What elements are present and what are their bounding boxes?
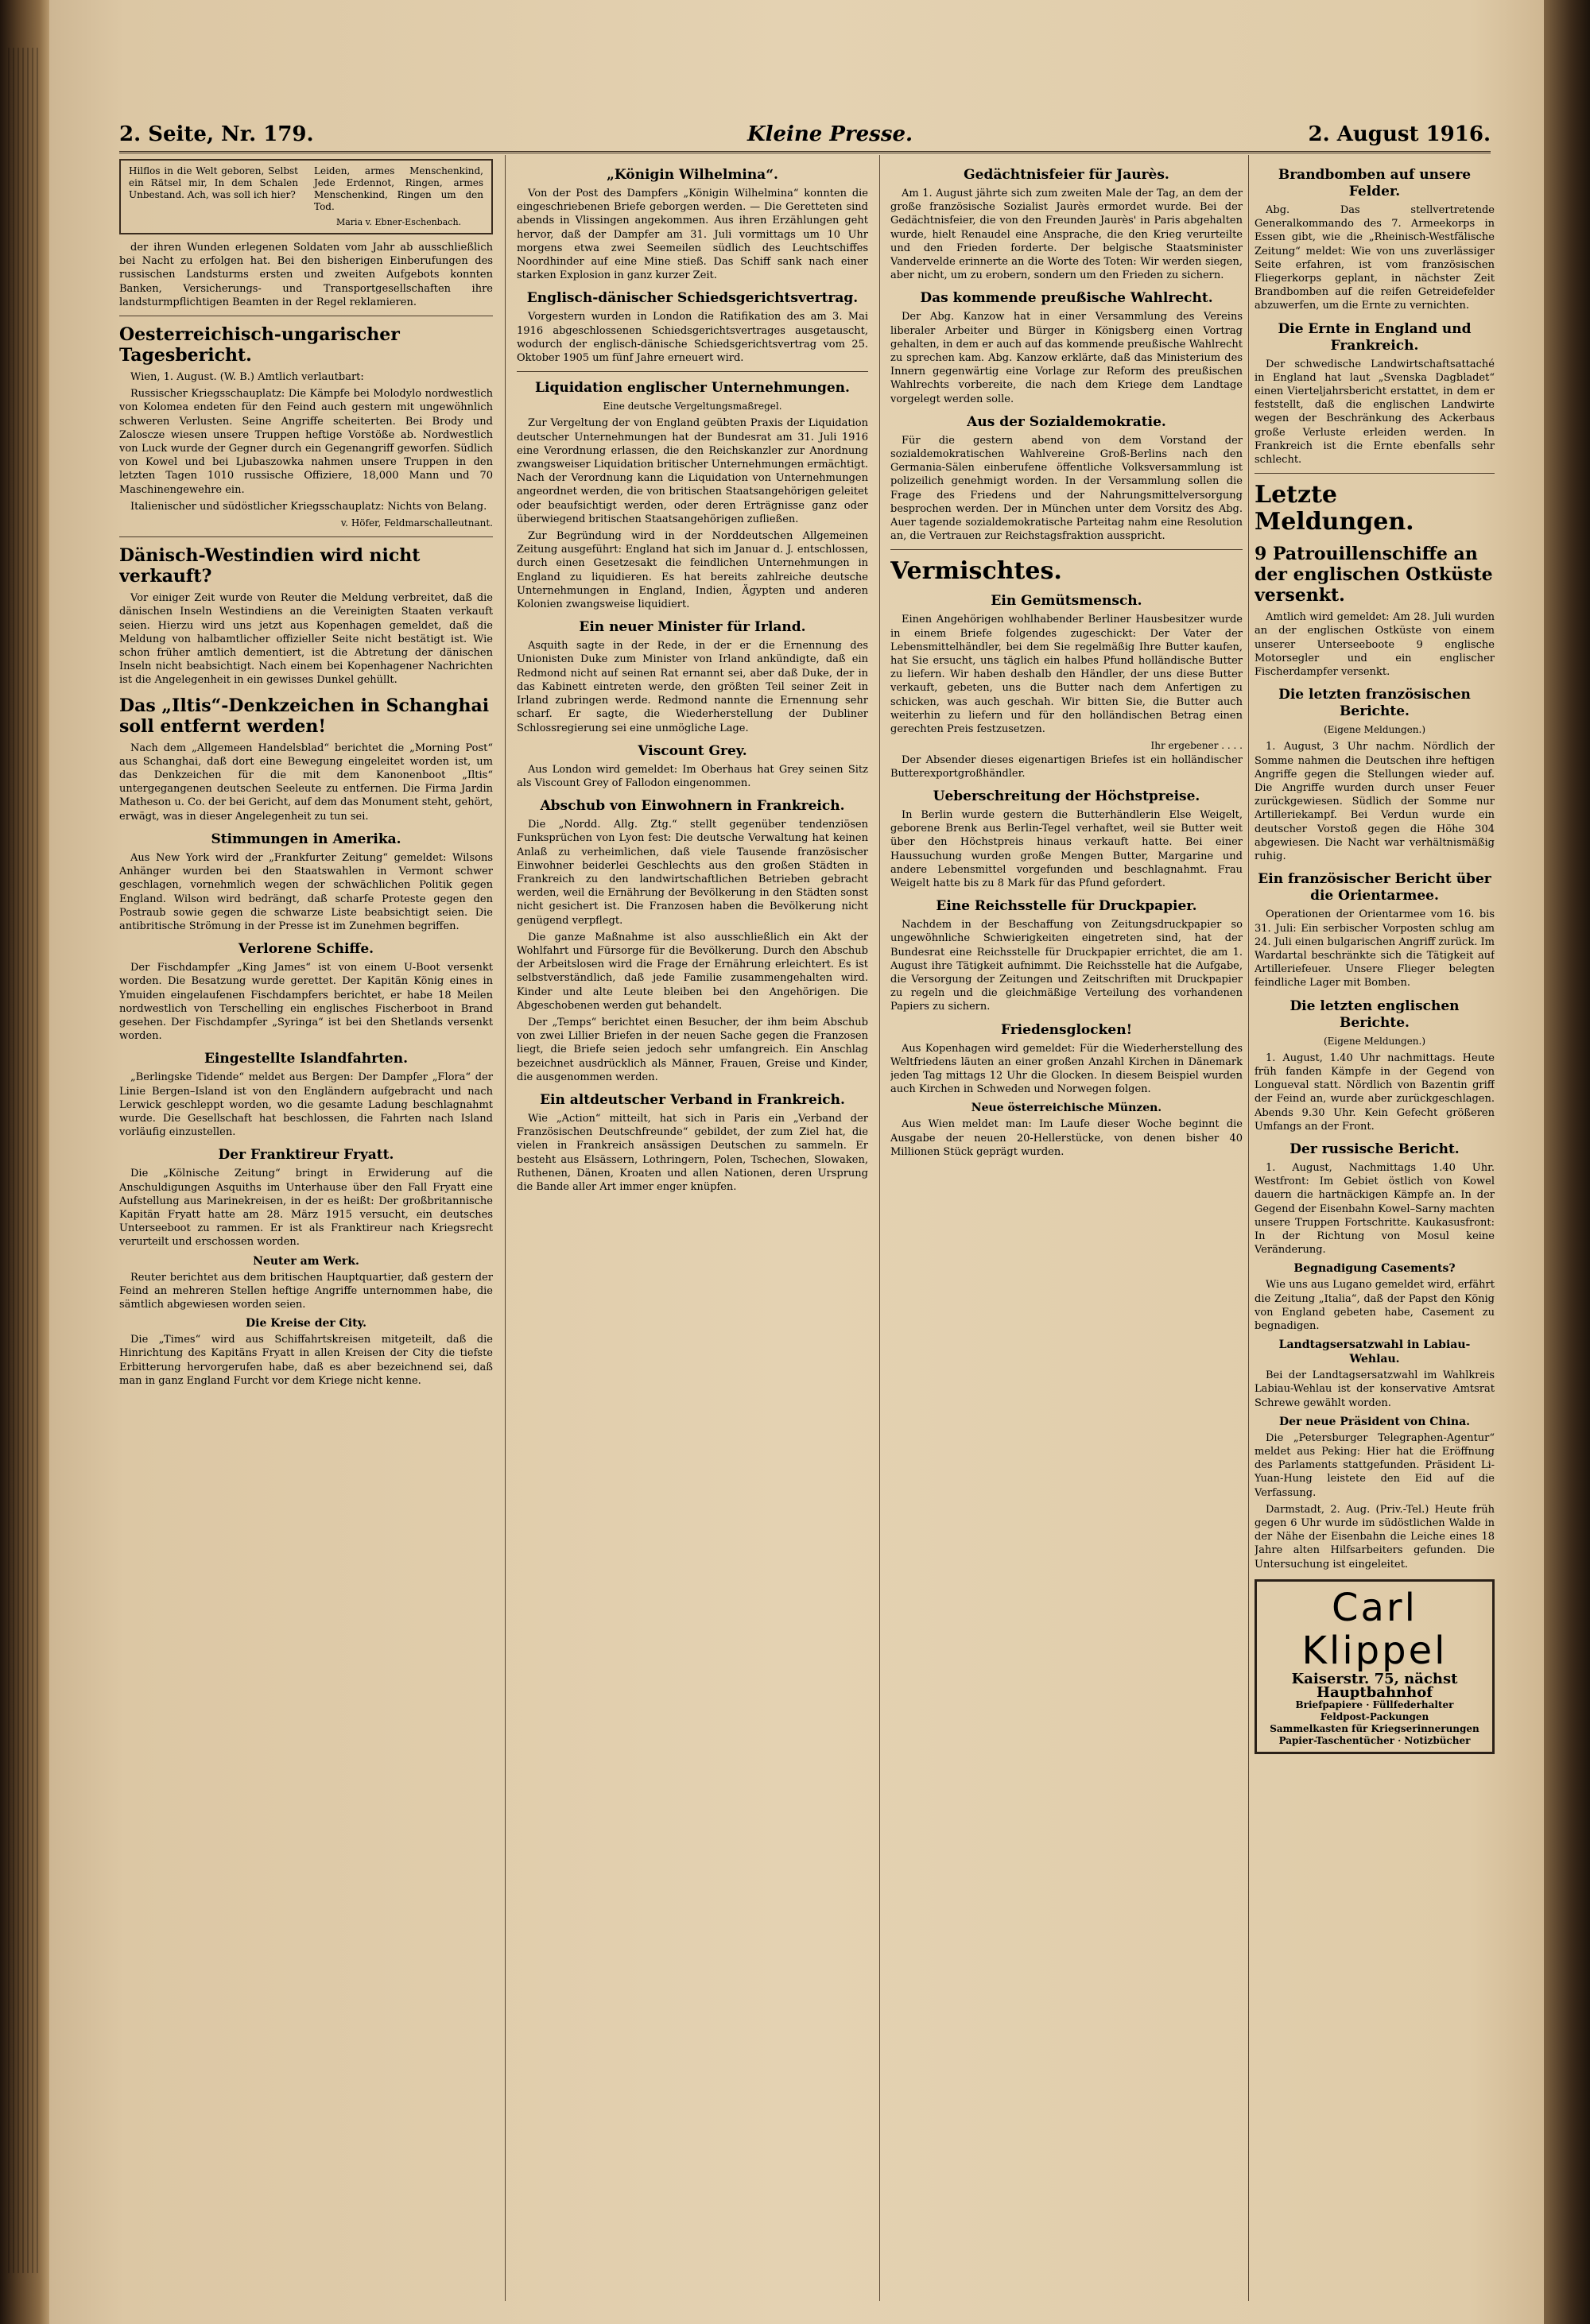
headline-latest: Letzte Meldungen. [1255, 481, 1414, 536]
article-text: Zur Begründung wird in der Norddeutschen Allgemeinen Zeitung ausgeführt: England hat sich im Januar d. J. entschlossen, durch einen Gesetzesakt die feindlichen Unternehmungen in England zu liquidieren. Es hat bereits zahlreiche deutsche Unternehmungen in England, Indien, Ägypten und anderen Kolonien zwangsweise liquidiert. [517, 530, 868, 611]
headline-city: Die Kreise der City. [246, 1317, 366, 1330]
column-rule [1248, 155, 1249, 2301]
ad-line: Papier-Taschentücher · Notizbücher [1278, 1735, 1471, 1747]
subheadline: (Eigene Meldungen.) [1323, 724, 1426, 736]
article-text: Von der Post des Dampfers „Königin Wilhelmina“ konnten die eingeschriebenen Briefe geborgen werden. — Die Geretteten sind abends in Vlissingen angekommen. Aus ihren Erzählungen geht hervor, daß der Dampfer am 31. Juli vormittags um 10 Uhr morgens etwa zwei Seemeilen südlich des Leuchtschiffes Noordhinder auf eine Mine stieß. Das Schiff sank nach einer starken Explosion in ganz kurzer Zeit. [517, 188, 868, 282]
article-text: Wie „Action“ mitteilt, hat sich in Paris ein „Verband der Französischen Deutschfreunde“ gebildet, der zum Ziel hat, die vielen in Frankreich ansässigen Deutschen zu sammeln. Er besteht aus Elsässern, Lothringern, Polen, Tschechen, Slowaken, Ruthenen, Dänen, Kroaten und allen Nationen, deren Ursprung die Bande aller Art immer enger knüpfen. [517, 1112, 868, 1193]
poem-box [119, 159, 493, 234]
column-rule [505, 155, 506, 2301]
dateline: Wien, 1. August. (W. B.) Amtlich verlautbart: [130, 371, 364, 384]
article-text: Der Abg. Kanzow hat in einer Versammlung des Vereins liberaler Arbeiter und Bürger in Königsberg einen Vortrag gehalten, in dem er auch auf das kommende preußische Wahlrecht zu sprechen kam. Abg. Kanzow erklärte, daß das Ministerium des Innern gegenwärtig eine Vorlage zur Reform des preußischen Wahlrechts vorbereite, die nach dem Kriege dem Landtage vorgelegt werden solle. [890, 311, 1243, 405]
headline-russian: Der russische Bericht. [1289, 1141, 1460, 1157]
headline-ernte: Die Ernte in England und Frankreich. [1278, 320, 1472, 354]
divider [517, 371, 868, 372]
headline-casement: Begnadigung Casements? [1293, 1262, 1456, 1276]
headline-druck: Eine Reichsstelle für Druckpapier. [936, 898, 1197, 915]
article-text: Für die gestern abend von dem Vorstand der sozialdemokratischen Wahlvereine Groß-Berlins nach den Germania-Sälen einberufene öffentliche Volksversammlung ist polizeilich genehmigt worden. In der Versammlung sollen die Frage des Friedens und der Nahrungsmittelversorgung besprochen werden. Der in München unter dem Vorsitz des Abg. Auer tagende sozialdemokratische Parteitag nahm eine Resolution an, die Vertrauen zur Reichstagsfraktion ausspricht. [890, 434, 1243, 543]
headline-french: Die letzten französischen Berichte. [1278, 687, 1471, 720]
article-text: Reuter berichtet aus dem britischen Hauptquartier, daß gestern der Feind an mehreren Stellen heftige Angriffe unternommen habe, die sämtlich abgewiesen worden seien. [119, 1271, 493, 1311]
article-text: Nachdem in der Beschaffung von Zeitungsdruckpapier so ungewöhnliche Schwierigkeiten eingetreten sind, hat der Bundesrat eine Reichsstelle für Druckpapier errichtet, die am 1. August ihre Tätigkeit aufnimmt. Die Reichsstelle hat die Aufgabe, die Versorgung der Zeitungen und Zeitschriften mit Druckpapier zu regeln und die gleichmäßige Verteilung des vorhandenen Papiers zu sichern. [890, 919, 1243, 1013]
headline-iceland: Eingestellte Islandfahrten. [204, 1051, 409, 1067]
facing-page-edge [1544, 0, 1590, 2324]
headline-jaures: Gedächtnisfeier für Jaurès. [964, 167, 1169, 183]
headline-iltis: Das „Iltis“-Denkzeichen in Schanghai soll entfernt werden! [119, 695, 490, 737]
headline-austria: Oesterreichisch-ungarischer Tagesbericht. [119, 324, 400, 366]
headline-front: Neuter am Werk. [253, 1254, 359, 1268]
article-text: Bei der Landtagsersatzwahl im Wahlkreis Labiau-Wehlau ist der konservative Amtsrat Schrewe gewählt worden. [1255, 1369, 1495, 1409]
article-text: Abg. Das stellvertretende Generalkommando des 7. Armeekorps in Essen gibt, wie die „Rheinisch-Westfälische Zeitung“ meldet: Wie von uns zuverlässiger Seite erfahren, ist vom französischen Fliegerkorps geplant, in nächster Zeit Brandbomben auf die reifen Getreidefelder abzuwerfen, um die Ernte zu vernichten. [1255, 204, 1495, 312]
article-text: Nach dem „Allgemeen Handelsblad“ berichtet die „Morning Post“ aus Schanghai, daß dort eine Bewegung eingeleitet worden ist, um das Denkzeichen für die mit dem Kanonenboot „Iltis“ untergegangenen deutschen Seeleute zu entfernen. Die Firma Jardin Matheson u. Co. der bei Gericht, auf dem das Monument steht, gehört, erwägt, was in dieser Angelegenheit zu tun sei. [119, 742, 493, 823]
article-text: Die „Kölnische Zeitung“ bringt in Erwiderung auf die Anschuldigungen Asquiths im Unterhause über den Fall Fryatt eine Aufstellung aus Marinekreisen, in der es heißt: Der großbritannische Kapitän Fryatt hatte am 28. März 1915 versucht, ein deutsches Unterseeboot zu rammen. Er ist als Franktireur nach Kriegsrecht verurteilt und erschossen worden. [119, 1168, 493, 1249]
poem-right [314, 165, 483, 228]
article-text: Am 1. August jährte sich zum zweiten Male der Tag, an dem der große französische Sozialist Jaurès ermordet wurde. Bei der Gedächtnisfeier, die von den Freunden Jaurès' in Paris abgehalten wurde, hielt Renaudel eine Ansprache, die den Krieg verurteilte und den Frieden forderte. Der belgische Staatsminister Vandervelde erinnerte an die Worte des Toten: Wir werden siegen, aber nicht, um zu erobern, sondern um den Frieden zu sichern. [890, 188, 1243, 282]
article-text: 1. August, 1.40 Uhr nachmittags. Heute früh fanden Kämpfe in der Gegend von Longueval statt. Nördlich von Bazentin griff der Feind an, wurde aber zurückgeschlagen. Abends 9.30 Uhr. Kein Gefecht größeren Umfangs an der Front. [1255, 1052, 1495, 1133]
article-text: Aus London wird gemeldet: Im Oberhaus hat Grey seinen Sitz als Viscount Grey of Fallodon eingenommen. [517, 763, 868, 789]
article-text: 1. August, 3 Uhr nachm. Nördlich der Somme nahmen die Deutschen ihre heftigen Angriffe gegen die Stellungen wieder auf. Die Angriffe wurden durch unser Feuer zurückgewiesen. Südlich der Somme nur Artilleriekampf. Bei Verdun wurde ein deutscher Vorstoß gegen die Höhe 304 abgewiesen. Die Nacht war verhältnismäßig ruhig. [1255, 741, 1495, 863]
headline-grey: Viscount Grey. [638, 742, 747, 759]
advertisement-klippel [1255, 1579, 1495, 1754]
article-text: Operationen der Orientarmee vom 16. bis 31. Juli: Ein serbischer Vorposten schlug am 24. Juli einen bulgarischen Angriff zurück. Im Wardartal beschränkte sich die Tätigkeit auf Artilleriefeuer. Unsere Flieger belegten feindliche Lager mit Bomben. [1255, 908, 1495, 990]
column-rule [879, 155, 880, 2301]
headline-muenzen: Neue österreichische Münzen. [971, 1102, 1162, 1115]
headline-liquidation: Liquidation englischer Unternehmungen. [535, 380, 850, 397]
subheadline: Eine deutsche Vergeltungsmaßregel. [603, 401, 782, 413]
article-text: Russischer Kriegsschauplatz: Die Kämpfe bei Molodylo nordwestlich von Kolomea endeten für den Feind auch gestern mit ungewöhnlich schweren Verlusten. Seine Angriffe scheiterten. Bei Brody und Zaloscze wiesen unsere Truppen heftige Vorstöße ab. Nordwestlich von Luck wurde der Gegner durch ein Gegenangriff geworfen. Südlich von Kowel und bei Ljubaszowka nahmen unsere Truppen in den letzten Tagen 1010 russische Offiziere, 18,000 Mann und 70 Maschinengewehre ein. [119, 388, 493, 496]
article-text: Der Fischdampfer „King James“ ist von einem U-Boot versenkt worden. Die Besatzung wurde gerettet. Der Kapitän König eines in Ymuiden eingelaufenen Fischdampfers berichtet, er habe 18 Meilen nordwestlich von Terschelling ein englisches Fischerboot in Brand gesehen. Der Fischdampfer „Syringa“ ist bei den Shetlands versenkt worden. [119, 962, 493, 1043]
headline-wilhelmina: „Königin Wilhelmina“. [607, 167, 778, 183]
article-text: In Berlin wurde gestern die Butterhändlerin Else Weigelt, geborene Brenk aus Berlin-Tegel verhaftet, weil sie Butter weit über den Höchstpreis hinaus verkauft hatte. Bei einer Haussuchung wurden große Mengen Butter, Margarine und andere Lebensmittel vorgefunden und beschlagnahmt. Frau Weigelt hatte bis zu 8 Mark für das Pfund gefordert. [890, 808, 1243, 889]
headline-friedens: Friedensglocken! [1000, 1021, 1133, 1038]
article-text: Der schwedische Landwirtschaftsattaché in England hat laut „Svenska Dagbladet“ einen Vierteljahrsbericht erstattet, in dem er feststellt, daß die englischen Landwirte wegen der Beschränkung des Ackerbaus große Verluste erleiden werden. In Frankreich ist die Ernte ebenfalls sehr schlecht. [1255, 358, 1495, 467]
article-text: Die „Times“ wird aus Schiffahrtskreisen mitgeteilt, daß die Hinrichtung des Kapitäns Fryatt in allen Kreisen der City die tiefste Erbitterung hervorgerufen habe, daß es aber bezeichnend sei, daß man in ganz England Furcht vor dem Kriege nicht kenne. [119, 1334, 493, 1387]
headline-social: Aus der Sozialdemokratie. [967, 413, 1166, 430]
article-text: Die „Nordd. Allg. Ztg.“ stellt gegenüber tendenziösen Funksprüchen von Lyon fest: Die deutsche Verwaltung hat keinen Anlaß zu verheimlichen, daß viele Tausende französischer Einwohner beiderlei Geschlechts aus den großen Städten in Frankreich zu den landwirtschaftlichen Betrieben gebracht werden, weil die Ernährung der Bevölkerung in den Städten sonst nicht gesichert ist. Die Franzosen haben die Bevölkerung nicht genügend verpflegt. [517, 819, 868, 927]
article-text: Die ganze Maßnahme ist also ausschließlich ein Akt der Wohlfahrt und Fürsorge für die Bevölkerung. Durch den Abschub der Arbeitslosen wird die Frage der Ernährung erleichtert. Es ist selbstverständlich, daß jede Familie zusammengehalten wird. Kinder und alte Leute bleiben bei den Angehörigen. Die Abgeschobenen werden gut behandelt. [517, 931, 868, 1012]
poem-author: Maria v. Ebner-Eschenbach. [335, 217, 462, 227]
ad-name: Carl Klippel [1301, 1585, 1448, 1673]
headline-gemuet: Ein Gemütsmensch. [991, 593, 1142, 610]
headline-patrol: 9 Patrouillenschiffe an der englischen Ostküste versenkt. [1255, 544, 1493, 606]
headline-labiau: Landtagsersatzwahl in Labiau-Wehlau. [1278, 1338, 1471, 1366]
headline-orient: Ein französischer Bericht über die Orientarmee. [1258, 871, 1491, 904]
article-text: Aus New York wird der „Frankfurter Zeitung“ gemeldet: Wilsons Anhänger wurden bei den Staatswahlen in Vermont schwer geschlagen, vornehmlich wegen der schwächlichen Politik gegen England. Wilson wird bedrängt, daß scharfe Proteste gegen den Postraub sowie gegen die schwarze Liste beabsichtigt seien. Die antibritische Strömung in der Presse ist im Zunehmen begriffen. [119, 851, 493, 932]
headline-misc: Vermischtes. [890, 557, 1062, 586]
ad-line: Briefpapiere · Füllfederhalter [1295, 1699, 1454, 1711]
ad-line: Sammelkasten für Kriegserinnerungen [1270, 1723, 1479, 1735]
article-text: Darmstadt, 2. Aug. (Priv.-Tel.) Heute früh gegen 6 Uhr wurde im südöstlichen Walde in der Nähe der Eisenbahn die Leiche eines 18 Jahre alten Hilfsarbeiters gefunden. Die Untersuchung ist eingeleitet. [1255, 1503, 1495, 1571]
page-header [119, 119, 1491, 153]
page-date: 2. August 1916. [1308, 122, 1491, 146]
article-text: Aus Wien meldet man: Im Laufe dieser Woche beginnt die Ausgabe der neuen 20-Hellerstücke, von denen bisher 40 Millionen Stück geprägt wurden. [890, 1118, 1243, 1158]
signature: v. Höfer, Feldmarschalleutnant. [340, 517, 493, 529]
headline-brand: Brandbomben auf unsere Felder. [1278, 167, 1472, 199]
article-text: Der Absender dieses eigenartigen Briefes ist ein holländischer Butterexportgroßhändler. [890, 753, 1243, 780]
divider [890, 549, 1243, 550]
headline-minister: Ein neuer Minister für Irland. [579, 619, 806, 636]
divider [119, 536, 493, 537]
headline-abschub: Abschub von Einwohnern in Frankreich. [540, 798, 845, 815]
subheadline: (Eigene Meldungen.) [1323, 1035, 1426, 1047]
poem-right-text: Leiden, armes Menschenkind, Jede Erdennot, Ringen, armes Menschenkind, Ringen um den Tod. [314, 165, 483, 212]
ad-line: Feldpost-Packungen [1320, 1711, 1429, 1723]
page-label: 2. Seite, Nr. 179. [119, 122, 314, 146]
article-text: „Berlingske Tidende“ meldet aus Bergen: Der Dampfer „Flora“ der Linie Bergen–Island ist von den Engländern aufgebracht und nach Lerwick geschleppt worden, wo die gesamte Ladung beschlagnahmt wurde. Die Gesellschaft hat beschlossen, die Fahrten nach Island vorläufig einzustellen. [119, 1071, 493, 1139]
article-text: Aus Kopenhagen wird gemeldet: Für die Wiederherstellung des Weltfriedens läuten an einer großen Anzahl Kirchen in Dänemark jeden Tag mittags 12 Uhr die Glocken. In diesem Beispiel wurden auch Kirchen in Schweden und Norwegen folgen. [890, 1042, 1243, 1096]
signature: Ihr ergebener . . . . [1150, 740, 1243, 752]
headline-verband: Ein altdeutscher Verband in Frankreich. [540, 1091, 845, 1108]
article-text: Amtlich wird gemeldet: Am 28. Juli wurden an der englischen Ostküste von einem unserer Unterseeboote 9 englische Motorsegler und ein englischer Fischerdampfer versenkt. [1255, 611, 1495, 679]
article-text: Einen Angehörigen wohlhabender Berliner Hausbesitzer wurde in einem Briefe folgendes zugeschickt: Der Vater der Lebensmittelhändler, bei dem Sie regelmäßig Ihre Butter kaufen, hat Sie ersucht, uns täglich ein halbes Pfund holländische Butter zu liefern. Wir haben deshalb den Händler, der uns diese Butter verkauft, gebeten, uns die Butter nach dem Anfertigen zu schicken, was auch geschah. Wir bitten Sie, die Butter auch weiterhin zu liefern und für den holländischen Betrag einen gerechten Preis festzusetzen. [890, 614, 1243, 736]
article-text: der ihren Wunden erlegenen Soldaten vom Jahr ab ausschließlich bei Nacht zu erfolgen hat. Bei den bisherigen Einberufungen des russischen Landsturms ersten und zweiten Aufgebots konnten Banken, Versicherungs- und Transportgesellschaften ihre landsturmpflichtigen Beamten in der Regel reklamieren. [119, 242, 493, 308]
article-text: Zur Vergeltung der von England geübten Praxis der Liquidation deutscher Unternehmungen hat der Bundesrat am 31. Juli 1916 eine Verordnung erlassen, die den Reichskanzler zur Anordnung zwangsweiser Liquidation britischer Unternehmungen ermächtigt. Nach der Verordnung kann die Liquidation von Unternehmungen angeordnet werden, die von britischen Staatsangehörigen geleitet oder beaufsichtigt werden, oder deren Erträgnisse ganz oder überwiegend britischen Staatsangehörigen zufließen. [517, 417, 868, 525]
headline-prussia: Das kommende preußische Wahlrecht. [920, 290, 1213, 307]
article-text: 1. August, Nachmittags 1.40 Uhr. Westfront: Im Gebiet östlich von Kowel dauern die hartnäckigen Kämpfe an. In der Gegend der Eisenbahn Kowel–Sarny machten unsere Truppen Fortschritte. Kaukasusfront: In der Richtung von Mosul keine Veränderung. [1255, 1161, 1495, 1257]
headline-america: Stimmungen in Amerika. [211, 831, 401, 847]
article-text: Vor einiger Zeit wurde von Reuter die Meldung verbreitet, daß die dänischen Inseln Westindiens an die Vereinigten Staaten verkauft seien. Hierzu wird uns jetzt aus Kopenhagen gemeldet, daß die Meldung von halbamtlicher offizieller Seite nicht bestätigt ist. Wie schon früher amtlich dementiert, ist die Abtretung der dänischen Inseln nicht beabsichtigt. Nach einem bei Kopenhagener Nachrichten ist die Angelegenheit in ein gewisses Dunkel gehüllt. [119, 592, 493, 687]
ad-address: Kaiserstr. 75, nächst Hauptbahnhof [1291, 1670, 1458, 1702]
book-binding [0, 0, 49, 2324]
paper-name: Kleine Presse. [747, 122, 913, 146]
headline-hoechst: Ueberschreitung der Höchstpreise. [933, 788, 1200, 804]
article-text: Wie uns aus Lugano gemeldet wird, erfährt die Zeitung „Italia“, daß der Papst den König von England gebeten habe, Casement zu begnadigen. [1255, 1279, 1495, 1332]
binding-pages [8, 48, 40, 2273]
headline-english: Die letzten englischen Berichte. [1289, 997, 1460, 1031]
headline-treaty: Englisch-dänischer Schiedsgerichtsvertrag. [526, 290, 859, 307]
column-1 [119, 159, 493, 2305]
column-2 [517, 159, 868, 2305]
divider [1255, 473, 1495, 474]
article-text: Die „Petersburger Telegraphen-Agentur“ meldet aus Peking: Hier hat die Eröffnung des Parlaments stattgefunden. Präsident Li-Yuan-Hung leistete den Eid auf die Verfassung. [1255, 1431, 1495, 1499]
column-3 [890, 159, 1243, 2305]
headline-ships: Verlorene Schiffe. [238, 941, 374, 958]
headline-fryatt: Der Franktireur Fryatt. [218, 1147, 394, 1164]
article-text: Italienischer und südöstlicher Kriegsschauplatz: Nichts von Belang. [130, 500, 487, 513]
column-4 [1255, 159, 1495, 2305]
article-text: Vorgestern wurden in London die Ratifikation des am 3. Mai 1916 abgeschlossenen Schiedsgerichtsvertrages ausgetauscht, wodurch der englisch-dänische Schiedsgerichtsvertrag vom 25. Oktober 1905 um fünf Jahre erneuert wird. [517, 311, 868, 365]
article-text: Der „Temps“ berichtet einen Besucher, der ihm beim Abschub von zwei Lillier Briefen in der neuen Sache gegen die Franzosen liegt, die Briefe seien jedoch sehr umfangreich. Ein Anschlag bezeichnet ausdrücklich als Männer, Frauen, Greise und Kinder, die ausgenommen werden. [517, 1016, 868, 1083]
headline-china: Der neue Präsident von China. [1278, 1415, 1471, 1428]
headline-danish: Dänisch-Westindien wird nicht verkauft? [119, 545, 421, 587]
poem-left: Hilflos in die Welt geboren, Selbst ein Rätsel mir, In dem Schalen Unbestand. Ach, was soll ich hier? [129, 165, 298, 200]
article-text: Asquith sagte in der Rede, in der er die Ernennung des Unionisten Duke zum Minister von Irland ankündigte, daß ein Redmond nicht auf seinen Rat ernannt sei, aber daß Duke, der in das Kabinett eintreten werde, den größten Teil seiner Zeit in Irland zubringen werde. Redmond nannte die Ernennung sehr scharf. Er sagte, die Wiederherstellung der Dubliner Schlossregierung sei eine unmögliche Lage. [517, 640, 868, 734]
